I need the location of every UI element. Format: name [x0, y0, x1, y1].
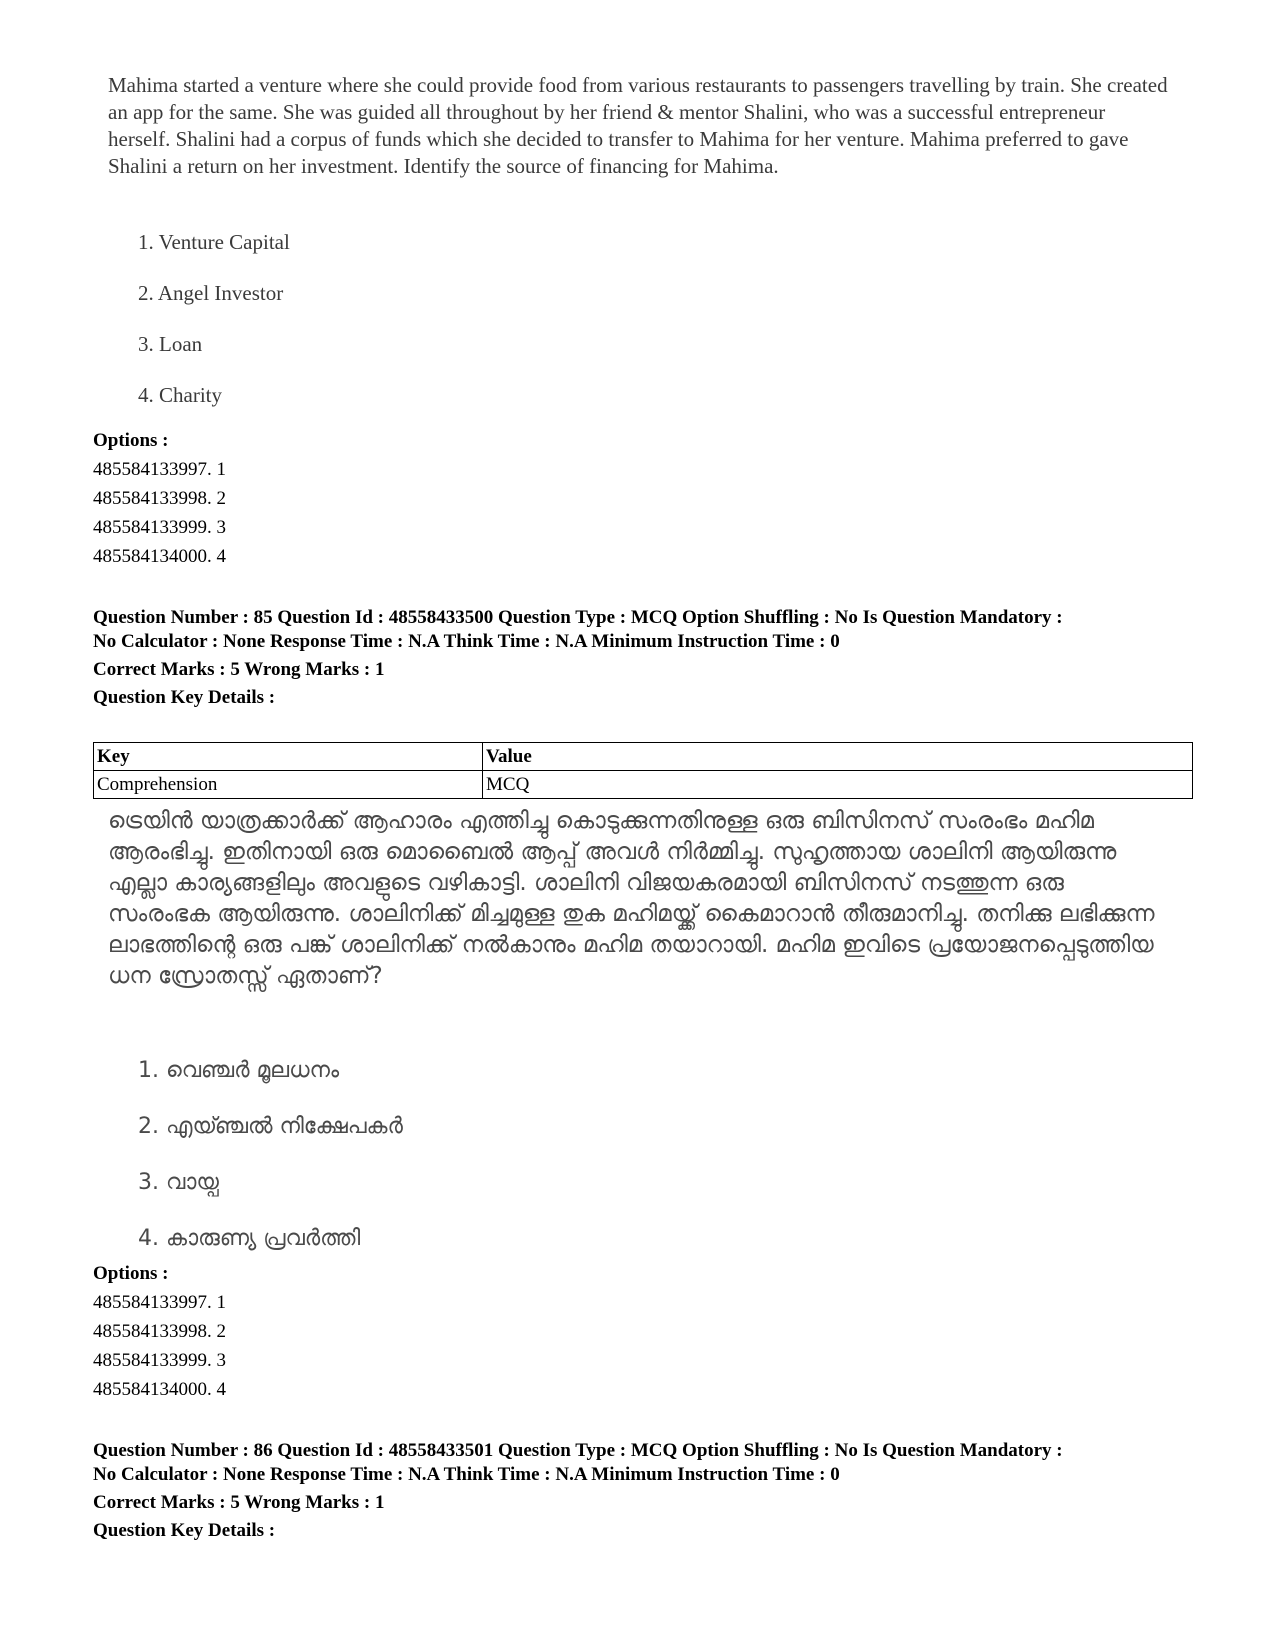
question-text-malayalam: ട്രെയിൻ യാത്രക്കാർക്ക് ആഹാരം എത്തിച്ചു കൊടുക്കുന്നതിനുള്ള ഒരു ബിസിനസ് സംരംഭം മഹിമ ആരംഭിച്ചു. ഇതിനായി ഒരു മൊബൈൽ ആപ്പ് അവൾ നിർമ്മിച്ചു. സുഹൃത്തായ ശാലിനി ആയിരുന്നു എല്ലാ കാര്യങ്ങളിലും അവളുടെ വഴികാട്ടി. ശാലിനി വിജയകരമായി ബിസിനസ് നടത്തുന്ന ഒരു സംരംഭക ആയിരുന്നു. ശാലിനിക്ക് മിച്ചമുള്ള തുക മഹിമയ്ക്ക് കൈമാറാൻ തീരുമാനിച്ചു. തനിക്കു ലഭിക്കുന്ന ലാഭത്തിന്റെ ഒരു പങ്ക് ശാലിനിക്ക് നൽകാനും മഹിമ തയാറായി. മഹിമ ഇവിടെ പ്രയോജനപ്പെടുത്തിയ ധന സ്രോതസ്സ് ഏതാണ്? [108, 808, 1155, 989]
choice-item: 1. Venture Capital [138, 230, 290, 254]
option-id: 485584133997. 1 [93, 1292, 226, 1313]
option-id-list [93, 455, 226, 571]
choice-item: 3. Loan [138, 332, 203, 356]
choice-item: 4. കാരുണ്യ പ്രവർത്തി [138, 1226, 361, 1251]
table-row [94, 771, 1193, 799]
question-84-image [108, 72, 1168, 407]
question-text: Mahima started a venture where she could provide food from various restaurants to passengers travelling by train. She created an app for the same. She was guided all throughout by her friend & mentor Shalini, who was a successful entrepreneur herself. Shalini had a corpus of funds which she decided to transfer to Mahima for her venture. Mahima preferred to gave Shalini a return on her investment. Identify the source of financing for Mahima. [108, 73, 1168, 178]
meta-line: Question Number : 86 Question Id : 48558433501 Question Type : MCQ Option Shuffling : No Is Question Mandatory : [93, 1440, 1063, 1461]
meta-line: No Calculator : None Response Time : N.A Think Time : N.A Minimum Instruction Time : 0 [93, 1464, 840, 1485]
marks: Correct Marks : 5 Wrong Marks : 1 [93, 1492, 385, 1513]
option-id: 485584133998. 2 [93, 488, 226, 509]
option-id: 485584133998. 2 [93, 1321, 226, 1342]
choice-item: 1. വെഞ്ചർ മൂലധനം [138, 1058, 340, 1083]
marks: Correct Marks : 5 Wrong Marks : 1 [93, 659, 385, 680]
question-85-meta [93, 606, 1203, 654]
question-86-meta [93, 1439, 1203, 1487]
key-details-table [93, 742, 1193, 799]
table-header: Key [94, 743, 483, 771]
table-header-row [94, 743, 1193, 771]
options-label: Options : [93, 1263, 169, 1284]
option-id: 485584133999. 3 [93, 517, 226, 538]
option-id: 485584134000. 4 [93, 1379, 226, 1400]
table-cell: MCQ [483, 771, 1193, 799]
option-id: 485584134000. 4 [93, 546, 226, 567]
table-header: Value [483, 743, 1193, 771]
table-cell: Comprehension [94, 771, 483, 799]
question-85-image [108, 806, 1168, 1251]
meta-line: No Calculator : None Response Time : N.A Think Time : N.A Minimum Instruction Time : 0 [93, 631, 840, 652]
choice-item: 3. വായ്പ [138, 1170, 219, 1195]
key-details-label: Question Key Details : [93, 1520, 276, 1541]
option-id: 485584133997. 1 [93, 459, 226, 480]
choice-item: 4. Charity [138, 383, 222, 407]
option-id-list [93, 1288, 226, 1404]
key-details-label: Question Key Details : [93, 687, 276, 708]
choice-item: 2. എയ്ഞ്ചൽ നിക്ഷേപകർ [138, 1114, 403, 1139]
choice-item: 2. Angel Investor [138, 281, 284, 305]
option-id: 485584133999. 3 [93, 1350, 226, 1371]
options-label: Options : [93, 430, 169, 451]
meta-line: Question Number : 85 Question Id : 48558433500 Question Type : MCQ Option Shuffling : No Is Question Mandatory : [93, 607, 1063, 628]
